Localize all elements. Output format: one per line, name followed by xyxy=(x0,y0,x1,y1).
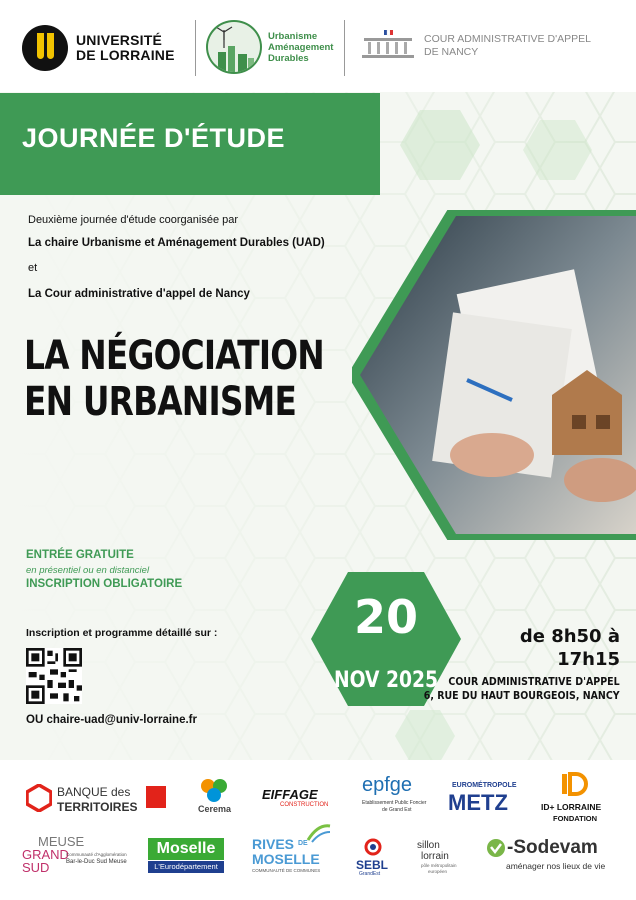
eiffage-sub: CONSTRUCTION xyxy=(280,802,329,808)
universite-de-lorraine-logo xyxy=(22,25,175,71)
rives-line2: MOSELLE xyxy=(252,851,320,867)
header-divider xyxy=(195,20,196,76)
cerema-label: Cerema xyxy=(198,804,232,814)
intro-line1: Deuxième journée d'étude coorganisée par xyxy=(28,214,239,226)
uad-line3: Durables xyxy=(268,52,309,64)
wind-turbine-city-icon xyxy=(206,20,262,74)
sodevam-label: -Sodevam xyxy=(507,837,598,858)
epfge-label: epfge xyxy=(362,774,413,796)
sodevam-sub: aménager nos lieux de vie xyxy=(506,861,606,871)
sillon-line2: lorrain xyxy=(421,851,449,862)
contact-email[interactable]: OU chaire-uad@univ-lorraine.fr xyxy=(26,714,197,726)
rives-line1: RIVES xyxy=(252,836,295,852)
free-entry-label: ENTRÉE GRATUITE xyxy=(26,549,134,561)
sponsors-footer xyxy=(0,760,636,900)
sillon-sub2: européen xyxy=(428,869,448,874)
uad-line1: Urbanisme xyxy=(268,30,318,42)
program-label: Inscription et programme détaillé sur : xyxy=(26,627,218,639)
eiffage-label: EIFFAGE xyxy=(262,787,318,802)
journee-title: JOURNÉE D'ÉTUDE xyxy=(22,123,285,153)
header xyxy=(0,0,636,92)
main-title-line1: LA NÉGOCIATION xyxy=(24,333,324,379)
meuse-line1: MEUSE xyxy=(38,834,85,849)
epfge-sub1: Etablissement Public Foncier xyxy=(362,800,427,806)
rives-sub: COMMUNAUTÉ DE COMMUNES xyxy=(252,868,321,873)
ul-name-line1: UNIVERSITÉ xyxy=(76,32,163,48)
moselle-sub: L'Eurodépartement xyxy=(148,861,224,873)
date-day: 20 xyxy=(353,590,418,644)
cerema-star-icon xyxy=(198,776,230,804)
ul-name-line2: DE LORRAINE xyxy=(76,47,175,63)
uad-logo xyxy=(206,20,333,74)
header-divider xyxy=(344,20,345,76)
main-title xyxy=(24,333,324,425)
sodevam-icon xyxy=(486,838,506,858)
event-venue xyxy=(424,675,620,703)
id-plus-icon xyxy=(560,772,588,798)
title-band xyxy=(0,93,380,195)
time-line1: de 8h50 à xyxy=(519,626,620,647)
cour-administrative-logo xyxy=(360,30,591,62)
banque-line1: BANQUE des xyxy=(57,785,131,799)
meuse-line3: SUD xyxy=(22,860,50,875)
uad-line2: Aménagement xyxy=(268,41,334,53)
sebl-sub: GrandEst xyxy=(359,871,381,877)
sebl-knot-icon xyxy=(364,838,382,856)
caa-line2: DE NANCY xyxy=(424,46,479,58)
metz-label: METZ xyxy=(448,790,508,815)
sillon-line1: sillon xyxy=(417,840,440,851)
event-time xyxy=(520,625,620,671)
banque-hexagon-icon xyxy=(26,784,52,812)
epfge-sub2: de Grand Est xyxy=(382,807,412,813)
main-title-line2: EN URBANISME xyxy=(24,379,297,425)
idlorraine-line2: FONDATION xyxy=(553,814,598,823)
qr-code-icon[interactable] xyxy=(26,648,82,704)
rives-swoosh-icon xyxy=(306,822,332,844)
courthouse-icon xyxy=(360,30,416,62)
negotiation-photo xyxy=(352,210,636,540)
rives-de: DE xyxy=(298,840,308,847)
caisse-depots-icon xyxy=(146,786,166,808)
intro-line4: La Cour administrative d'appel de Nancy xyxy=(28,288,250,300)
caa-line1: COUR ADMINISTRATIVE D'APPEL xyxy=(424,33,591,45)
date-month-year: NOV 2025 xyxy=(333,668,439,693)
intro-line3: et xyxy=(28,262,38,274)
meuse-line2: GRAND xyxy=(22,847,69,862)
ul-monogram-icon xyxy=(22,25,68,71)
banque-line2: TERRITOIRES xyxy=(57,800,138,814)
sebl-label: SEBL xyxy=(356,858,389,872)
venue-line1: COUR ADMINISTRATIVE D'APPEL xyxy=(448,676,620,688)
idlorraine-line1: ID+ LORRAINE xyxy=(541,802,602,812)
intro-line2: La chaire Urbanisme et Aménagement Durables (UAD) xyxy=(28,237,325,249)
moselle-label: Moselle xyxy=(148,838,224,860)
venue-line2: 6, RUE DU HAUT BOURGEOIS, NANCY xyxy=(424,690,620,702)
registration-required-label: INSCRIPTION OBLIGATOIRE xyxy=(26,578,183,590)
attendance-mode: en présentiel ou en distanciel xyxy=(26,565,150,576)
metz-top: EUROMÉTROPOLE xyxy=(452,782,517,789)
meuse-sub2: Bar-le-Duc Sud Meuse xyxy=(66,859,127,865)
time-line2: 17h15 xyxy=(557,649,620,670)
meuse-sub1: Communauté d'Agglomération xyxy=(66,852,127,857)
sillon-sub1: pôle métropolitain xyxy=(421,863,457,868)
